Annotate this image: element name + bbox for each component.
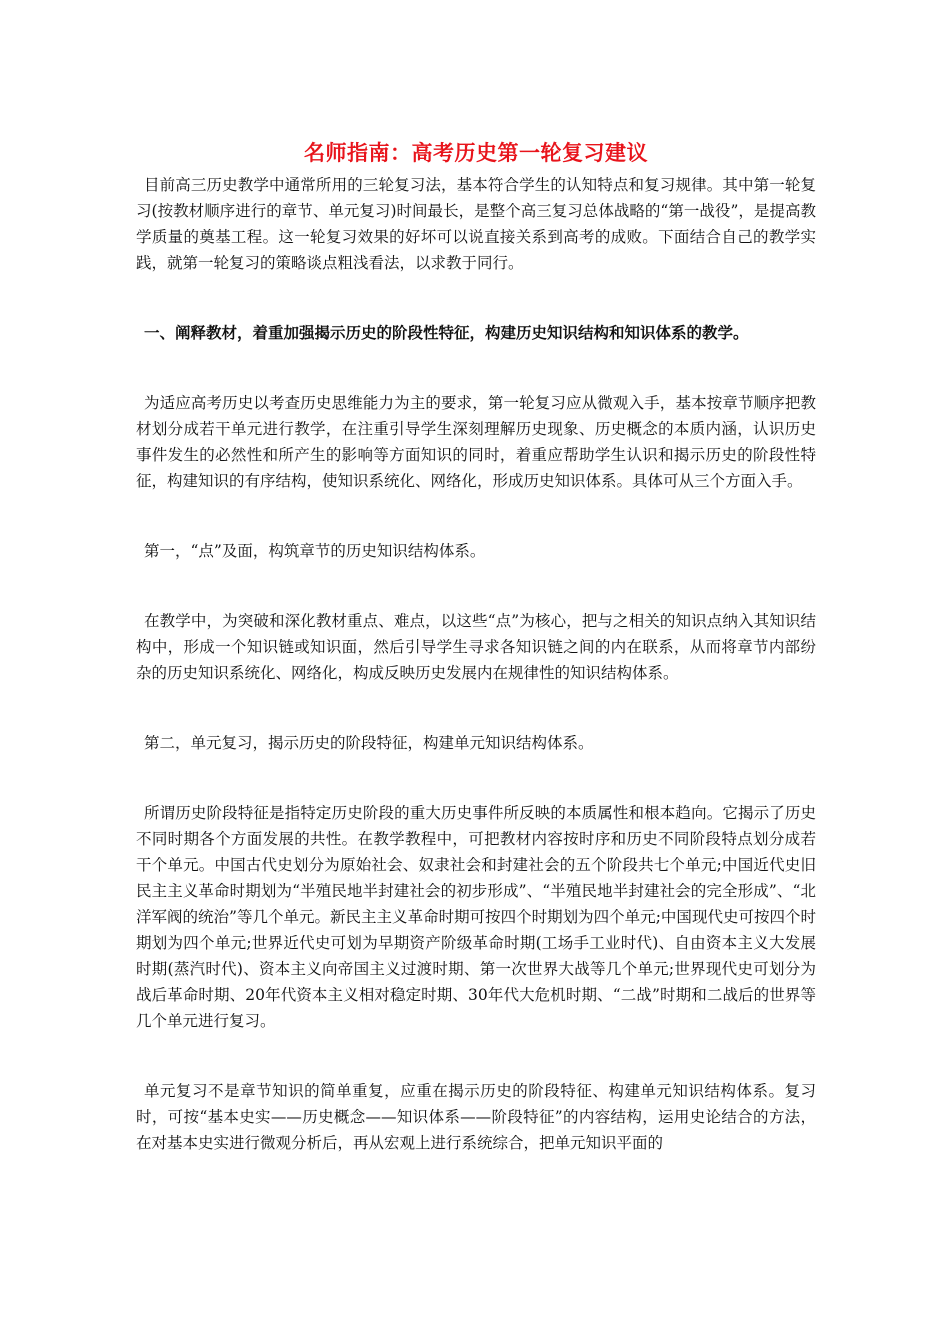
section-1-heading: 一、阐释教材，着重加强揭示历史的阶段性特征，构建历史知识结构和知识体系的教学。 — [144, 323, 749, 342]
point-2-paragraph-continued: 单元复习不是章节知识的简单重复，应重在揭示历史的阶段特征、构建单元知识结构体系。复习时，可按“基本史实——历史概念——知识体系——阶段特征”的内容结构，运用史论结合的方法，在对基本史实进行微观分析后，再从宏观上进行系统综合，把单元知识平面的 — [136, 1082, 816, 1152]
spacer — [136, 1034, 816, 1078]
point-2-heading: 第二，单元复习，揭示历史的阶段特征，构建单元知识结构体系。 — [144, 734, 594, 752]
document-title: 名师指南：高考历史第一轮复习建议 — [304, 140, 648, 165]
point-1-paragraph: 在教学中，为突破和深化教材重点、难点，以这些“点”为核心，把与之相关的知识点纳入其知识结构中，形成一个知识链或知识面，然后引导学生寻求各知识链之间的内在联系，从而将章节内部纷杂的历史知识系统化、网络化，构成反映历史发展内在规律性的知识结构体系。 — [136, 612, 816, 682]
document-page — [136, 138, 816, 1156]
point-2-paragraph: 所谓历史阶段特征是指特定历史阶段的重大历史事件所反映的本质属性和根本趋向。它揭示了历史不同时期各个方面发展的共性。在教学教程中，可把教材内容按时序和历史不同阶段特点划分成若干个单元。中国古代史划分为原始社会、奴隶社会和封建社会的五个阶段共七个单元;中国近代史旧民主主义革命时期划为“半殖民地半封建社会的初步形成”、“半殖民地半封建社会的完全形成”、“北洋军阀的统治”等几个单元。新民主主义革命时期可按四个时期划为四个单元;中国现代史可按四个时期划为四个单元;世界近代史可划为早期资产阶级革命时期(工场手工业时代)、自由资本主义大发展时期(蒸汽时代)、资本主义向帝国主义过渡时期、第一次世界大战等几个单元;世界现代史可划分为战后革命时期、20年代资本主义相对稳定时期、30年代大危机时期、“二战”时期和二战后的世界等几个单元进行复习。 — [136, 804, 816, 1030]
point-1-heading: 第一，“点”及面，构筑章节的历史知识结构体系。 — [144, 542, 486, 560]
spacer — [136, 686, 816, 730]
intro-paragraph: 目前高三历史教学中通常所用的三轮复习法，基本符合学生的认知特点和复习规律。其中第一轮复习(按教材顺序进行的章节、单元复习)时间最长，是整个高三复习总体战略的“第一战役”，是提高教学质量的奠基工程。这一轮复习效果的好坏可以说直接关系到高考的成败。下面结合自己的教学实践，就第一轮复习的策略谈点粗浅看法，以求教于同行。 — [136, 176, 816, 272]
section-1-paragraph: 为适应高考历史以考查历史思维能力为主的要求，第一轮复习应从微观入手，基本按章节顺序把教材划分成若干单元进行教学，在注重引导学生深刻理解历史现象、历史概念的本质内涵，认识历史事件发生的必然性和所产生的影响等方面知识的同时，着重应帮助学生认识和揭示历史的阶段性特征，构建知识的有序结构，使知识系统化、网络化，形成历史知识体系。具体可从三个方面入手。 — [136, 394, 816, 490]
spacer — [136, 494, 816, 538]
spacer — [136, 346, 816, 390]
spacer — [136, 564, 816, 608]
spacer — [136, 276, 816, 320]
spacer — [136, 756, 816, 800]
